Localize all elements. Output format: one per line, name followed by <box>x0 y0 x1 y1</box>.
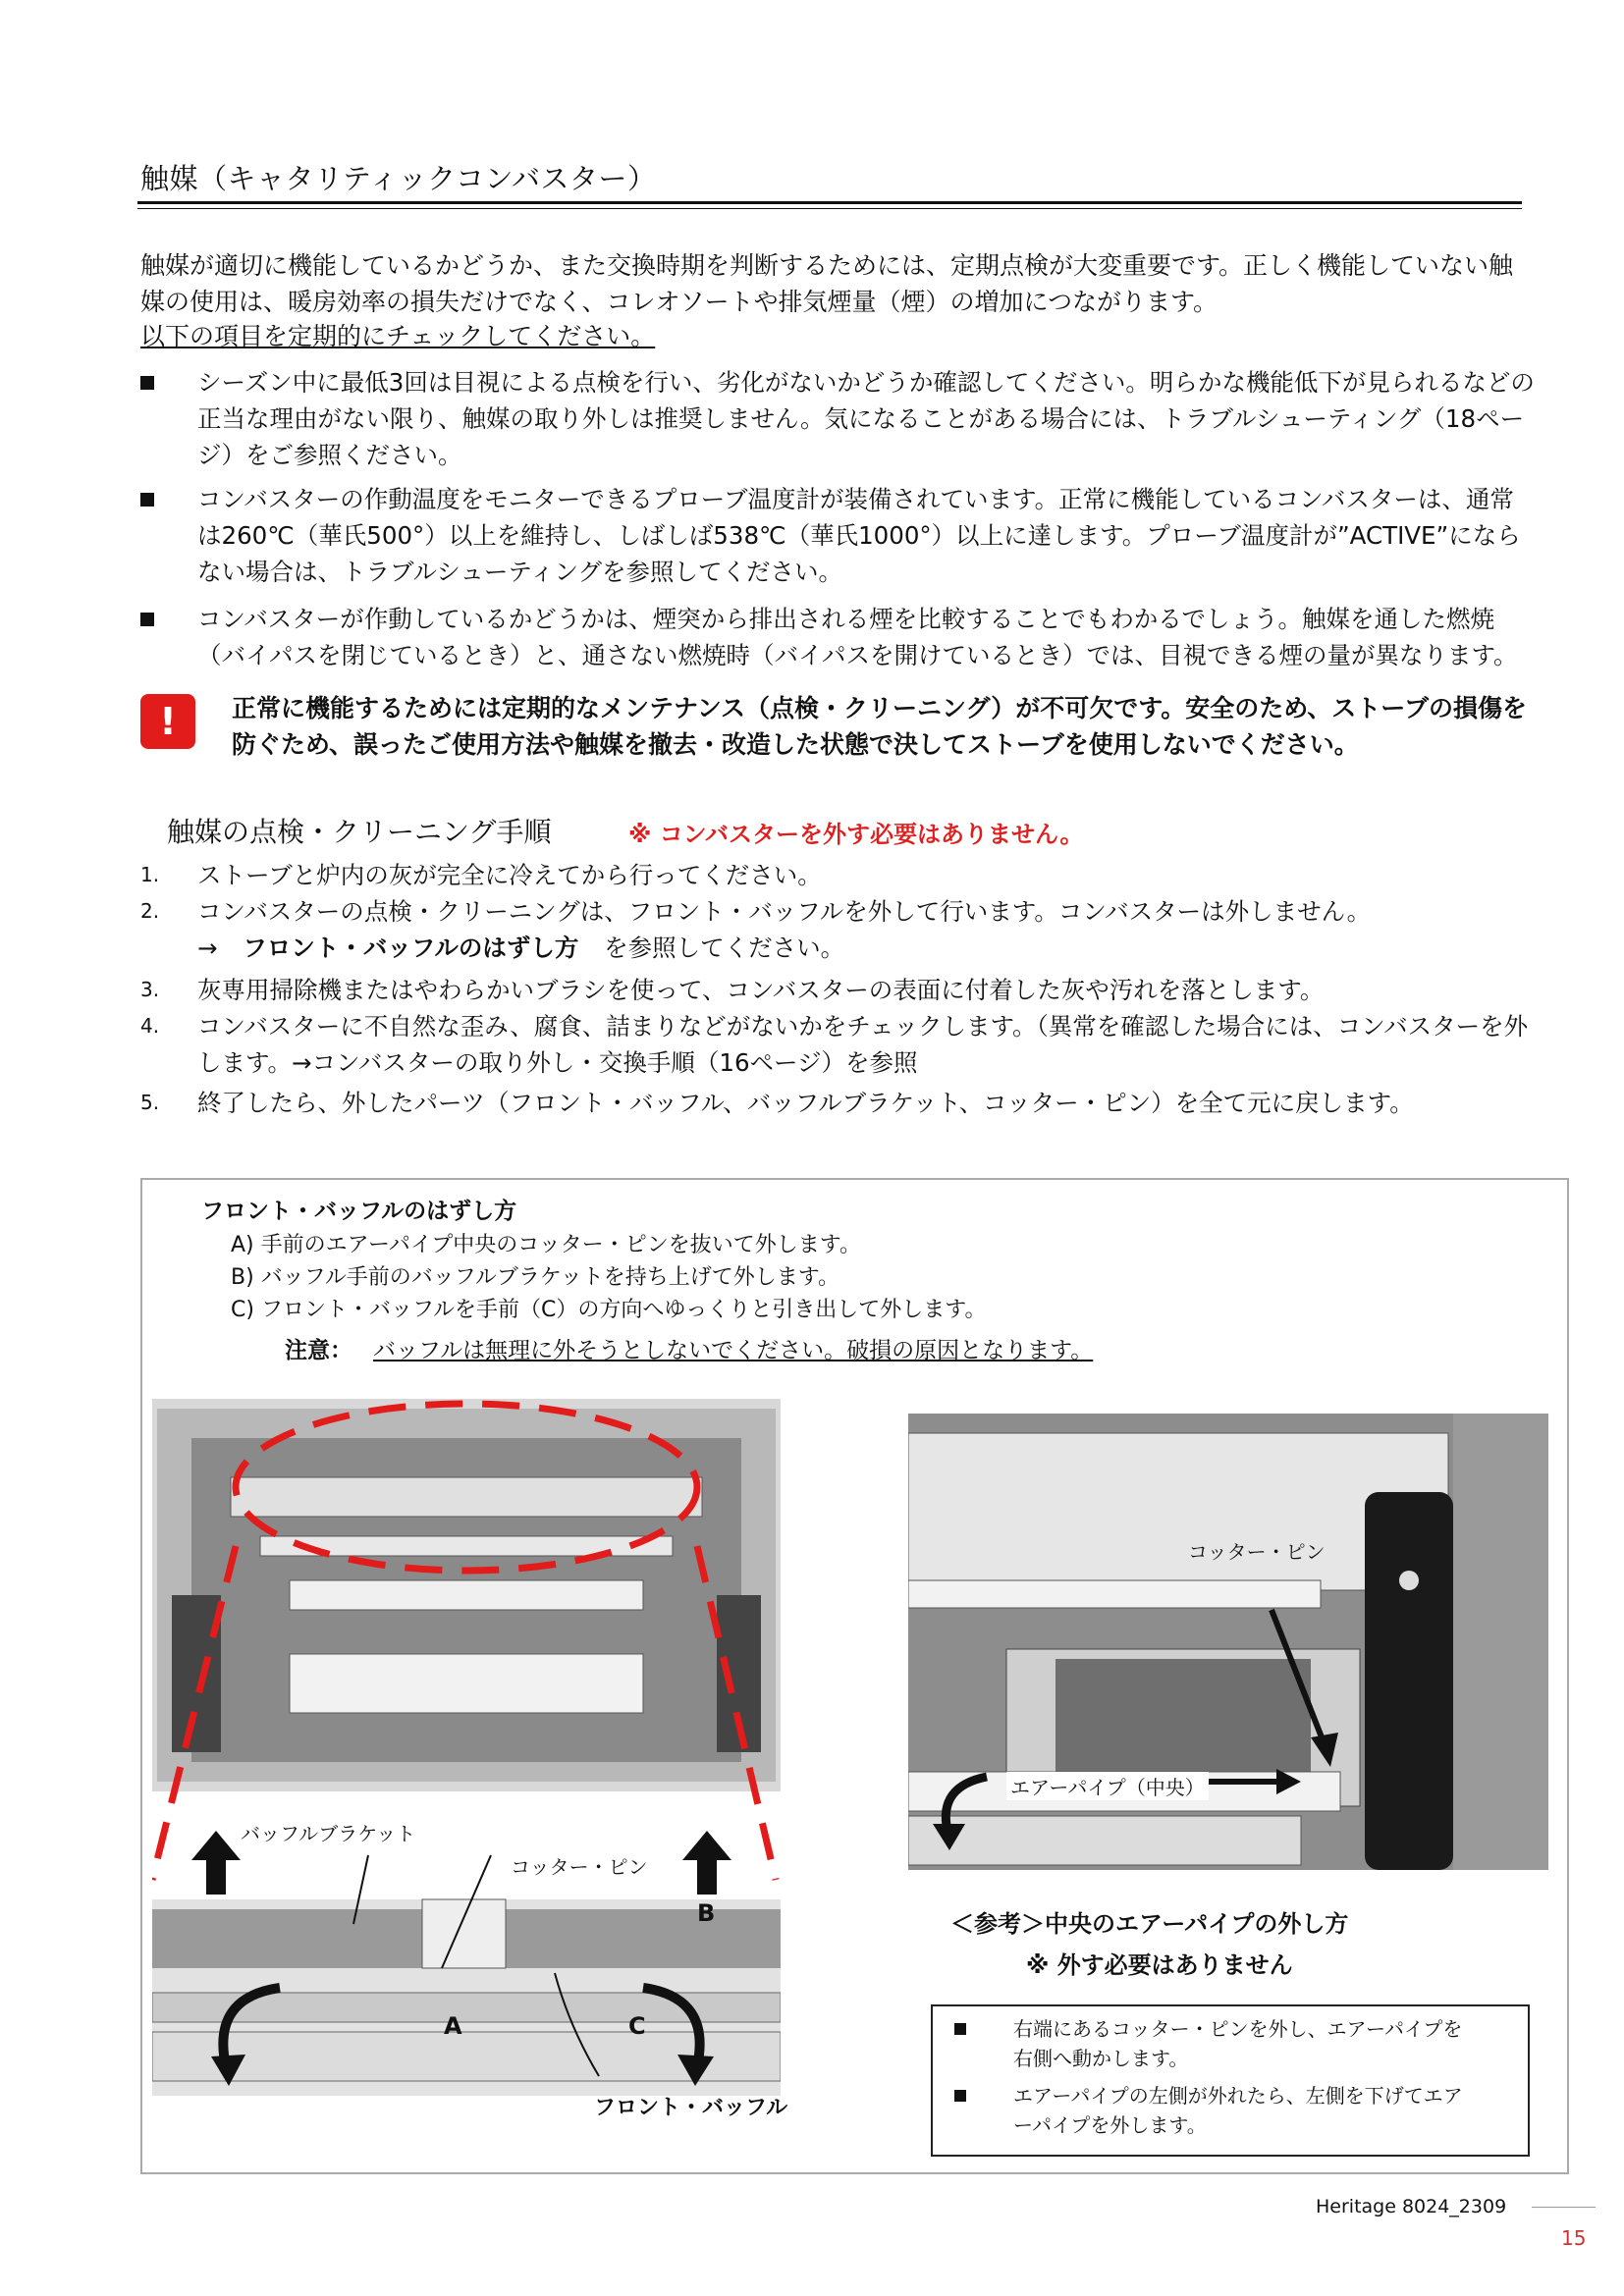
step-item <box>140 972 1535 1008</box>
bullet-text: コンバスターの作動温度をモニターできるプローブ温度計が装備されています。正常に機能しているコンバスターは、通常は260℃（華氏500°）以上を維持し、しばしば538℃（華氏1000°）以上に達します。プローブ温度計が”ACTIVE”にならない場合は、トラブルシューティングを参照してください。 <box>197 485 1521 586</box>
intro-paragraph: 触媒が適切に機能しているかどうか、また交換時期を判断するためには、定期点検が大変重要です。正しく機能していない触媒の使用は、暖房効率の損失だけでなく、コレオソートや排気煙量（煙）の増加につながります。 <box>140 251 1514 316</box>
box-step-a: A) 手前のエアーパイプ中央のコッター・ピンを抜いて外します。 <box>231 1233 862 1257</box>
step-item <box>140 1085 1535 1121</box>
square-bullet-icon <box>140 376 154 390</box>
label-cotter-pin-left: コッター・ピン <box>511 1855 648 1879</box>
title-rule <box>137 201 1522 204</box>
title-rule-thin <box>137 208 1522 209</box>
reference-item-text: 右端にあるコッター・ピンを外し、エアーパイプを右側へ動かします。 <box>1013 2017 1463 2070</box>
warning-icon: ! <box>140 694 195 749</box>
step-number: 4. <box>140 1014 160 1038</box>
square-bullet-icon <box>140 613 154 626</box>
step-reference <box>197 930 1535 966</box>
step-text: ストーブと炉内の灰が完全に冷えてから行ってください。 <box>197 861 822 889</box>
reference-item <box>954 2014 1475 2073</box>
ref-link[interactable]: フロント・バッフルのはずし方 <box>243 934 579 962</box>
page-title: 触媒（キャタリティックコンバスター） <box>140 162 657 195</box>
reference-item-text: エアーパイプの左側が外れたら、左側を下げてエアーパイプを外します。 <box>1013 2084 1463 2137</box>
caution-text: バッフルは無理に外そうとしないでください。破損の原因となります。 <box>373 1338 1094 1363</box>
procedure-note: ※ コンバスターを外す必要はありません。 <box>628 821 1084 848</box>
step-item <box>140 1008 1535 1081</box>
page-number: 15 <box>1561 2226 1587 2250</box>
baffle-illustration <box>152 1399 781 2115</box>
label-air-pipe: エアーパイプ（中央） <box>1006 1772 1209 1800</box>
label-cotter-pin-right: コッター・ピン <box>1188 1540 1326 1564</box>
square-bullet-icon <box>954 2023 966 2035</box>
step-item <box>140 893 1535 966</box>
air-pipe-illustration <box>908 1414 1548 1870</box>
ref-rest: を参照してください。 <box>604 934 845 962</box>
step-text: 終了したら、外したパーツ（フロント・バッフル、バッフルブラケット、コッター・ピン）を全て元に戻します。 <box>197 1089 1414 1117</box>
step-item <box>140 857 1535 893</box>
footer-rule <box>1532 2207 1596 2208</box>
step-number: 2. <box>140 899 160 923</box>
reference-title: ＜参考＞中央のエアーパイプの外し方 <box>950 1910 1349 1938</box>
bullet-item <box>140 364 1535 473</box>
bullet-item <box>140 601 1535 673</box>
step-text: コンバスターに不自然な歪み、腐食、詰まりなどがないかをチェックします。（異常を確認した場合には、コンバスターを外します。→コンバスターの取り外し・交換手順（16ページ）を参照 <box>197 1012 1529 1077</box>
box-step-b: B) バッフル手前のバッフルブラケットを持ち上げて外します。 <box>231 1265 840 1290</box>
label-c: C <box>628 2012 646 2040</box>
square-bullet-icon <box>954 2090 966 2102</box>
reference-item <box>954 2081 1475 2140</box>
step-number: 3. <box>140 978 160 1001</box>
bullet-item <box>140 481 1535 590</box>
caution-label: 注意： <box>285 1338 352 1363</box>
box-step-c: C) フロント・バッフルを手前（C）の方向へゆっくりと引き出して外します。 <box>231 1298 987 1322</box>
step-text: 灰専用掃除機またはやわらかいブラシを使って、コンバスターの表面に付着した灰や汚れを落とします。 <box>197 976 1325 1004</box>
step-text: コンバスターの点検・クリーニングは、フロント・バッフルを外して行います。コンバスターは外しません。 <box>197 897 1372 926</box>
label-a: A <box>444 2012 462 2040</box>
ref-arrow: → <box>197 934 218 962</box>
label-baffle-bracket: バッフルブラケット <box>241 1822 416 1845</box>
bullet-text: コンバスターが作動しているかどうかは、煙突から排出される煙を比較することでもわかるでしょう。触媒を通した燃焼（バイパスを閉じているとき）と、通さない燃焼時（バイパスを開けているとき）では、目視できる煙の量が異なります。 <box>197 605 1518 669</box>
bullet-text: シーズン中に最低3回は目視による点検を行い、劣化がないかどうか確認してください。明らかな機能低下が見られるなどの正当な理由がない限り、触媒の取り外しは推奨しません。気になることがある場合には、トラブルシューティング（18ページ）をご参照ください。 <box>197 368 1535 469</box>
warning-text: 正常に機能するためには定期的なメンテナンス（点検・クリーニング）が不可欠です。安全のため、ストーブの損傷を防ぐため、誤ったご使用方法や触媒を撤去・改造した状態で決してストーブを使用しないでください。 <box>232 694 1528 759</box>
box-title: フロント・バッフルのはずし方 <box>201 1199 517 1224</box>
label-b: B <box>697 1899 716 1927</box>
label-front-baffle: フロント・バッフル <box>594 2096 788 2120</box>
square-bullet-icon <box>140 493 154 507</box>
procedure-title: 触媒の点検・クリーニング手順 <box>167 816 552 848</box>
lead-line: 以下の項目を定期的にチェックしてください。 <box>140 322 656 350</box>
step-number: 1. <box>140 863 160 886</box>
footer-doc-id: Heritage 8024_2309 <box>1316 2196 1507 2217</box>
reference-note: ※ 外す必要はありません <box>1026 1951 1293 1979</box>
step-number: 5. <box>140 1091 160 1114</box>
